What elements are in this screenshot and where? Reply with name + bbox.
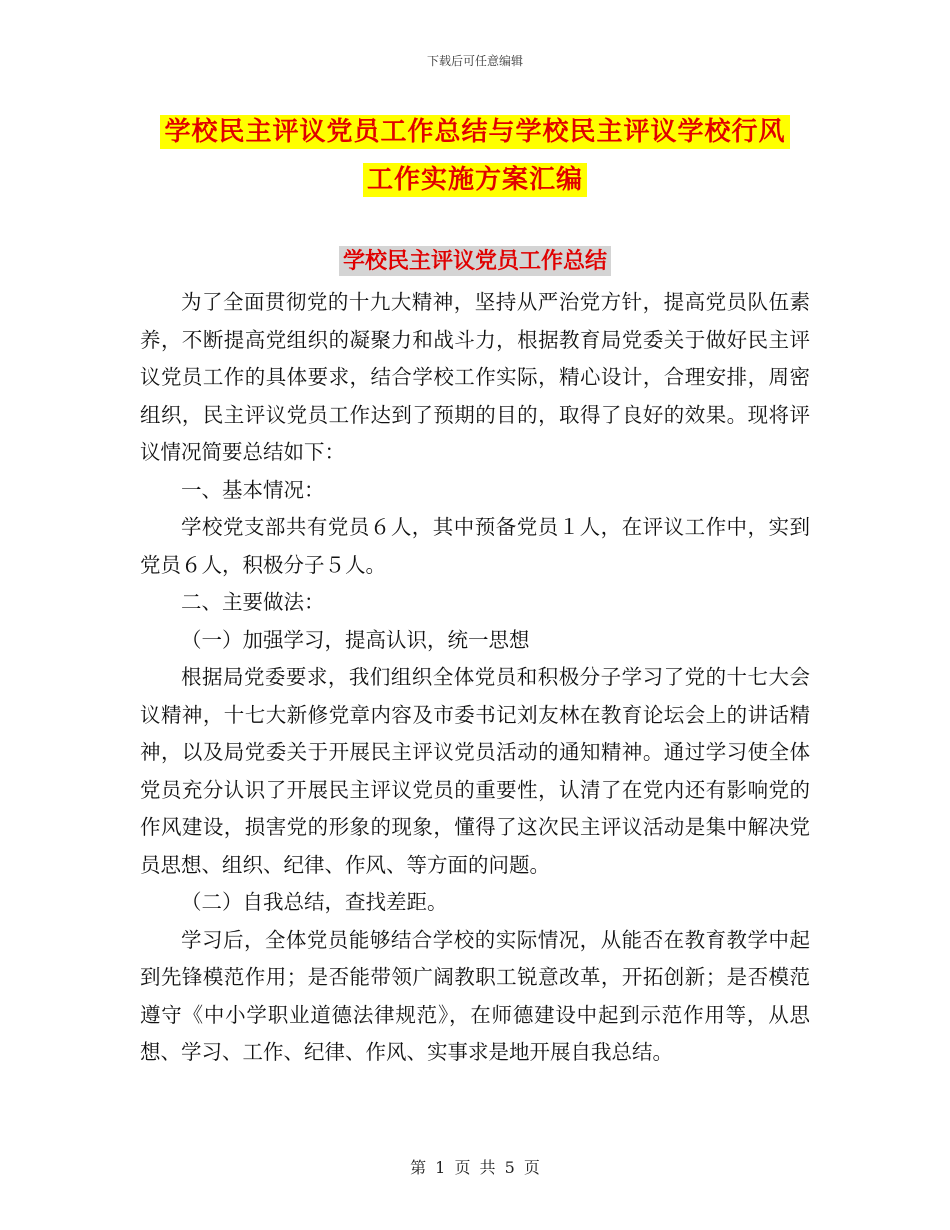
section-title-text: 学校民主评议党员工作总结 (339, 246, 611, 276)
page-number-footer: 第 1 页 共 5 页 (410, 1158, 540, 1177)
paragraph: 学习后，全体党员能够结合学校的实际情况，从能否在教育教学中起到先锋模范作用；是否能带领广阔教职工锐意改革，开拓创新；是否模范遵守《中小学职业道德法律规范》，在师德建设中起到示范作用等，从思想、学习、工作、纪律、作风、实事求是地开展自我总结。 (140, 927, 810, 1064)
paragraph: （一）加强学习，提高认识，统一思想 (181, 627, 530, 652)
paragraph: （二）自我总结，查找差距。 (181, 890, 448, 914)
section-title (0, 244, 950, 275)
paragraph: 一、基本情况： (181, 477, 325, 502)
document-body (140, 284, 810, 1072)
paragraph: 学校党支部共有党员６人，其中预备党员１人，在评议工作中，实到党员６人，积极分子５人。 (140, 515, 810, 577)
title-line-1: 学校民主评议党员工作总结与学校民主评议学校行风 (160, 115, 789, 149)
document-title (140, 108, 810, 204)
title-line-2: 工作实施方案汇编 (363, 163, 587, 197)
paragraph: 二、主要做法： (181, 590, 325, 614)
paragraph: 根据局党委要求，我们组织全体党员和积极分子学习了党的十七大会议精神，十七大新修党章内容及市委书记刘友林在教育论坛会上的讲话精神，以及局党委关于开展民主评议党员活动的通知精神。通过学习使全体党员充分认识了开展民主评议党员的重要性，认清了在党内还有影响党的作风建设，损害党的形象的现象，懂得了这次民主评议活动是集中解决党员思想、组织、纪律、作风、等方面的问题。 (140, 665, 810, 877)
header-note: 下载后可任意编辑 (426, 54, 523, 68)
paragraph: 为了全面贯彻党的十九大精神，坚持从严治党方针，提高党员队伍素养，不断提高党组织的凝聚力和战斗力，根据教育局党委关于做好民主评议党员工作的具体要求，结合学校工作实际，精心设计，合理安排，周密组织，民主评议党员工作达到了预期的目的，取得了良好的效果。现将评议情况简要总结如下： (140, 290, 810, 464)
